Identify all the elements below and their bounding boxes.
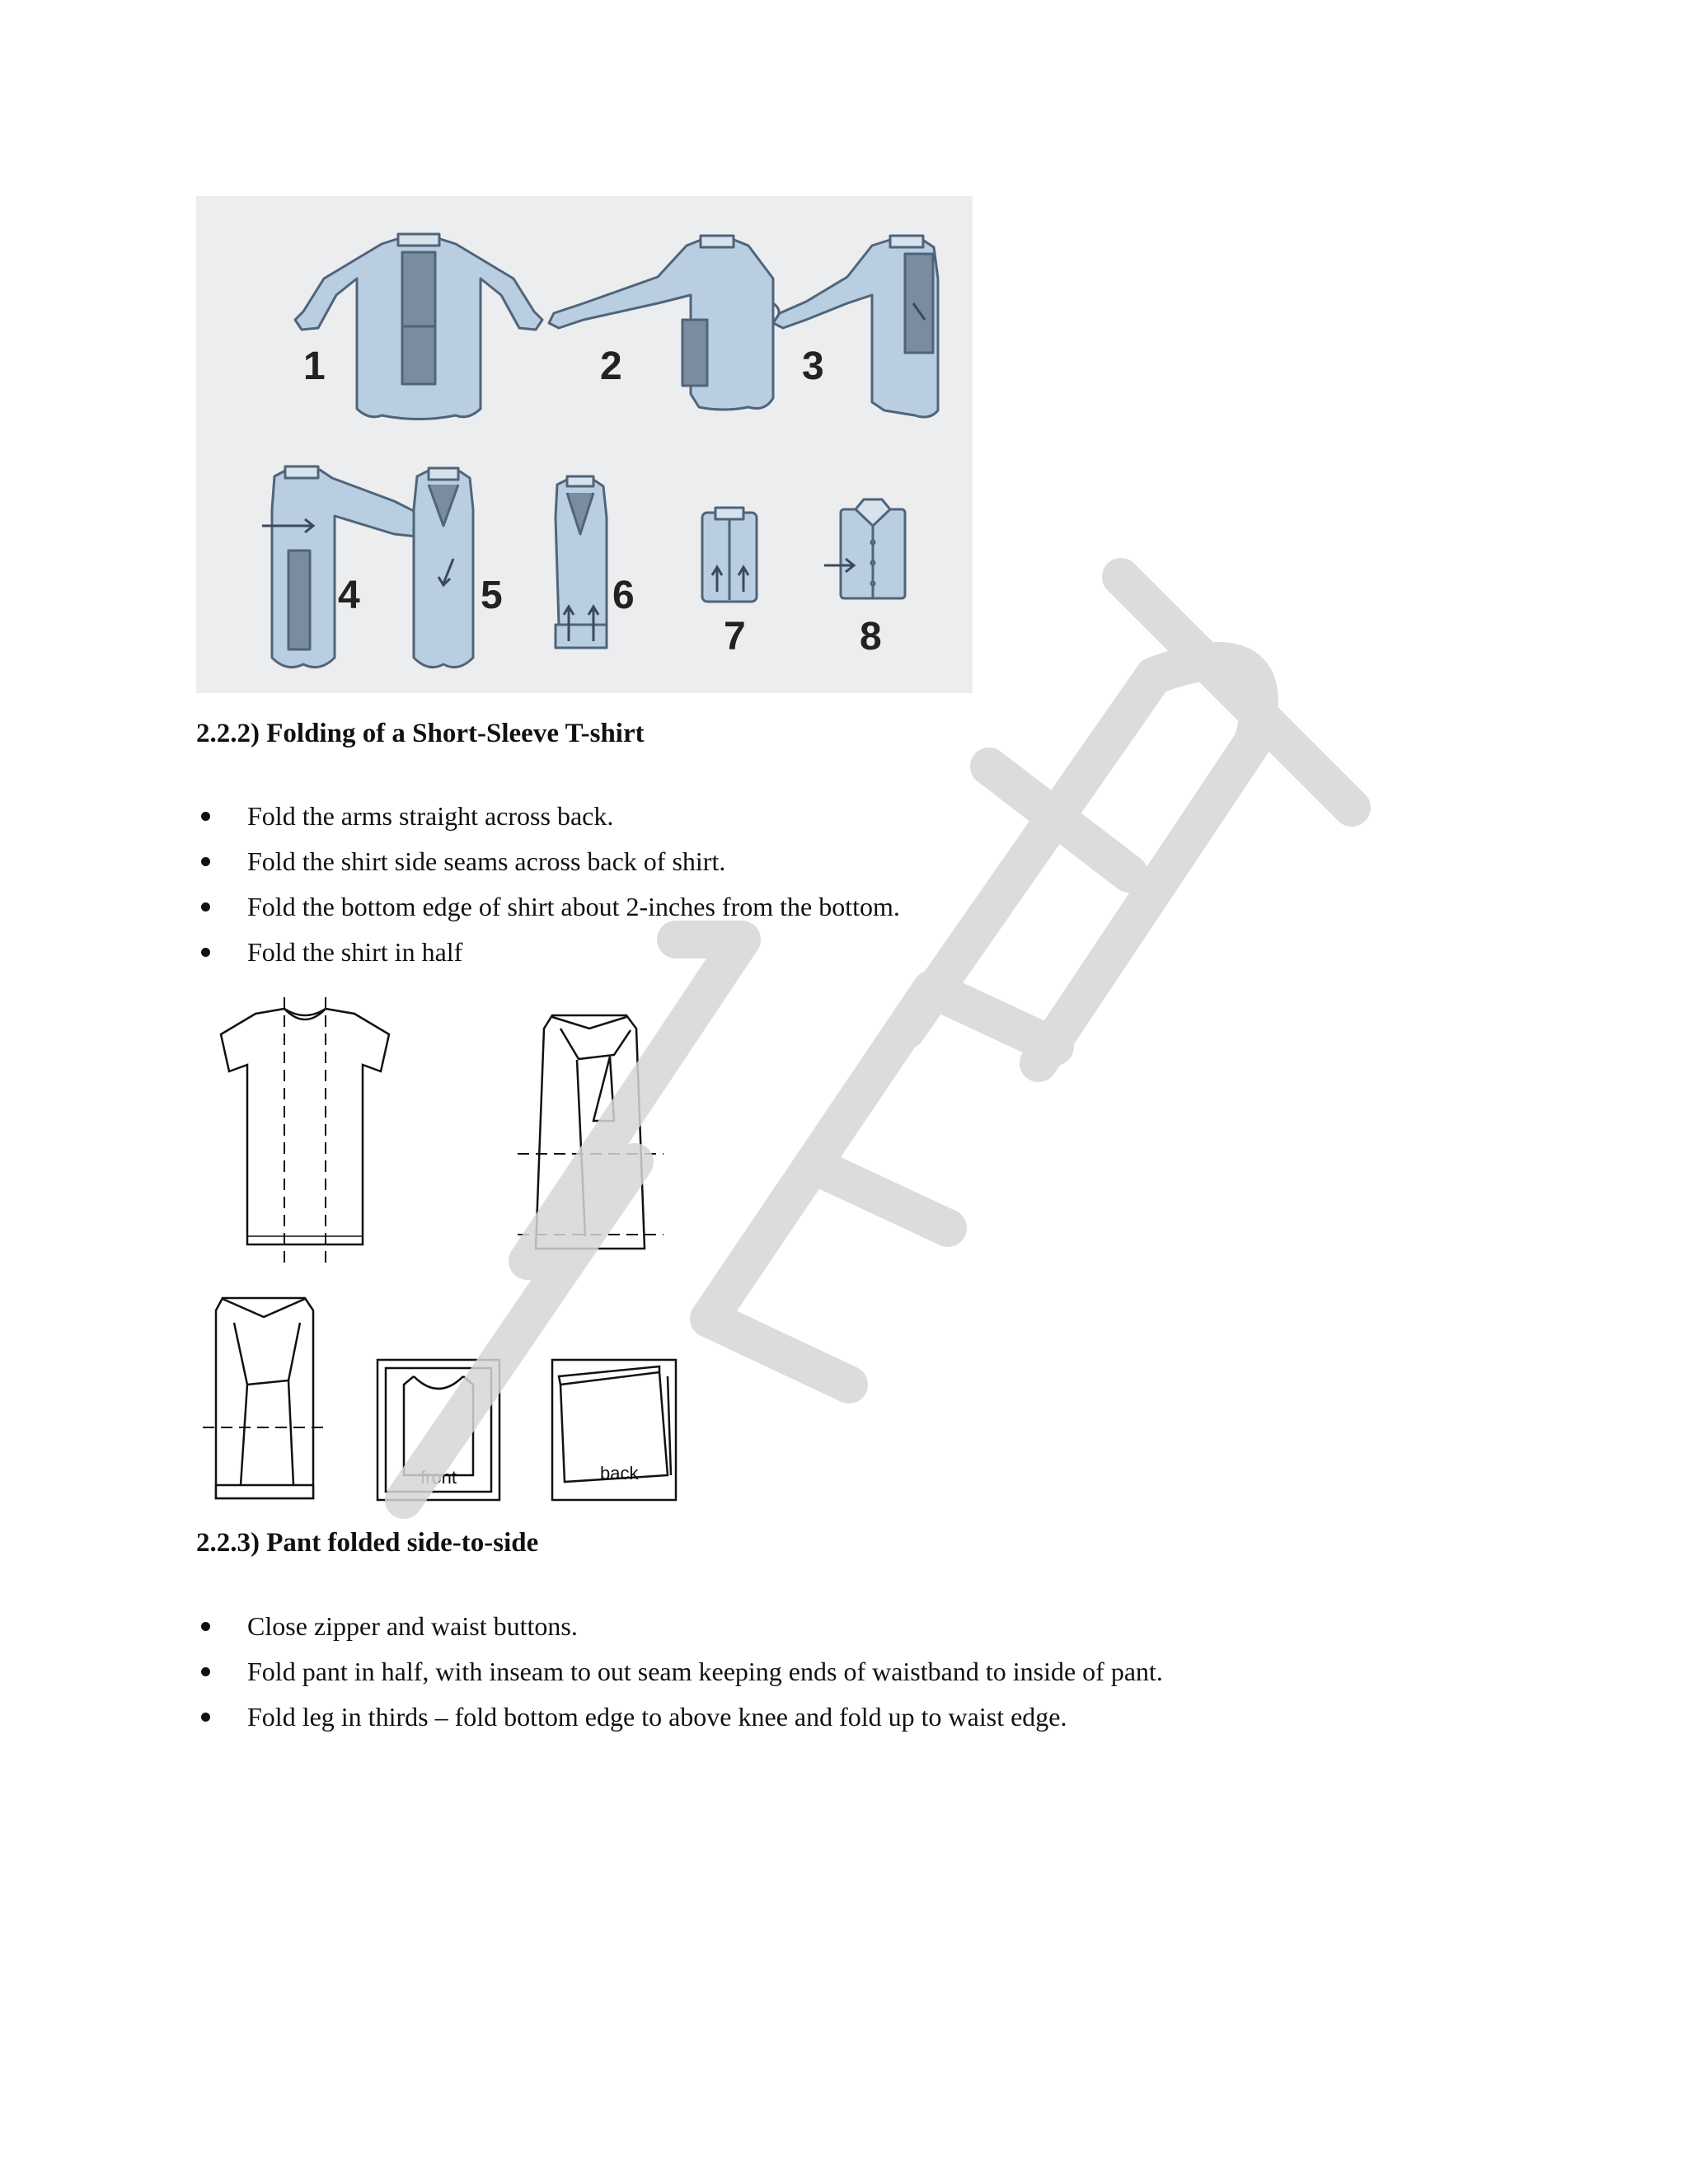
- section-heading-pant: 2.2.3) Pant folded side-to-side: [196, 1528, 539, 1558]
- tshirt-folded-bottom: [203, 1298, 330, 1498]
- tshirt-folding-illustration: [198, 997, 692, 1504]
- tshirt-steps-list: [196, 794, 900, 975]
- bullet-icon: [201, 1713, 210, 1722]
- list-item: Fold leg in thirds – fold bottom edge to above knee and fold up to waist edge.: [196, 1694, 1163, 1740]
- bullet-icon: [201, 1622, 210, 1631]
- bullet-icon: [201, 948, 210, 957]
- list-item: Fold the shirt in half: [196, 930, 900, 975]
- shirt-folding-illustration: [196, 196, 973, 693]
- step-number-4: 4: [338, 574, 360, 617]
- step-number-5: 5: [481, 574, 503, 617]
- shirt-step-1: [295, 234, 542, 419]
- step-number-8: 8: [860, 615, 882, 658]
- shirt-step-3: [773, 236, 938, 417]
- list-item: Fold the shirt side seams across back of shirt.: [196, 839, 900, 884]
- tshirt-folding-figure: [198, 997, 692, 1504]
- front-label: front: [420, 1467, 457, 1488]
- list-item: Fold pant in half, with inseam to out seam keeping ends of waistband to inside of pant.: [196, 1649, 1163, 1694]
- bullet-icon: [201, 1667, 210, 1676]
- list-item: Fold the arms straight across back.: [196, 794, 900, 839]
- list-item: Fold the bottom edge of shirt about 2-inches from the bottom.: [196, 884, 900, 930]
- bullet-icon: [201, 812, 210, 821]
- bullet-icon: [201, 857, 210, 866]
- shirt-step-2: [549, 236, 779, 410]
- step-number-1: 1: [303, 344, 326, 388]
- step-number-2: 2: [600, 344, 622, 388]
- shirt-step-8: [841, 499, 905, 598]
- section-heading-tshirt: 2.2.2) Folding of a Short-Sleeve T-shirt: [196, 719, 645, 748]
- step-number-3: 3: [802, 344, 824, 388]
- shirt-step-7: [702, 508, 757, 602]
- shirt-step-5: [414, 468, 473, 668]
- back-label: back: [600, 1463, 639, 1483]
- shirt-folding-figure: [196, 196, 973, 693]
- list-item: Close zipper and waist buttons.: [196, 1604, 1163, 1649]
- bullet-icon: [201, 902, 210, 912]
- pant-steps-list: [196, 1604, 1163, 1740]
- shirt-step-6: [556, 476, 607, 648]
- tshirt-folded-lengthwise: [518, 1015, 663, 1249]
- step-number-6: 6: [612, 574, 635, 617]
- step-number-7: 7: [724, 615, 746, 658]
- tshirt-flat: [221, 997, 389, 1269]
